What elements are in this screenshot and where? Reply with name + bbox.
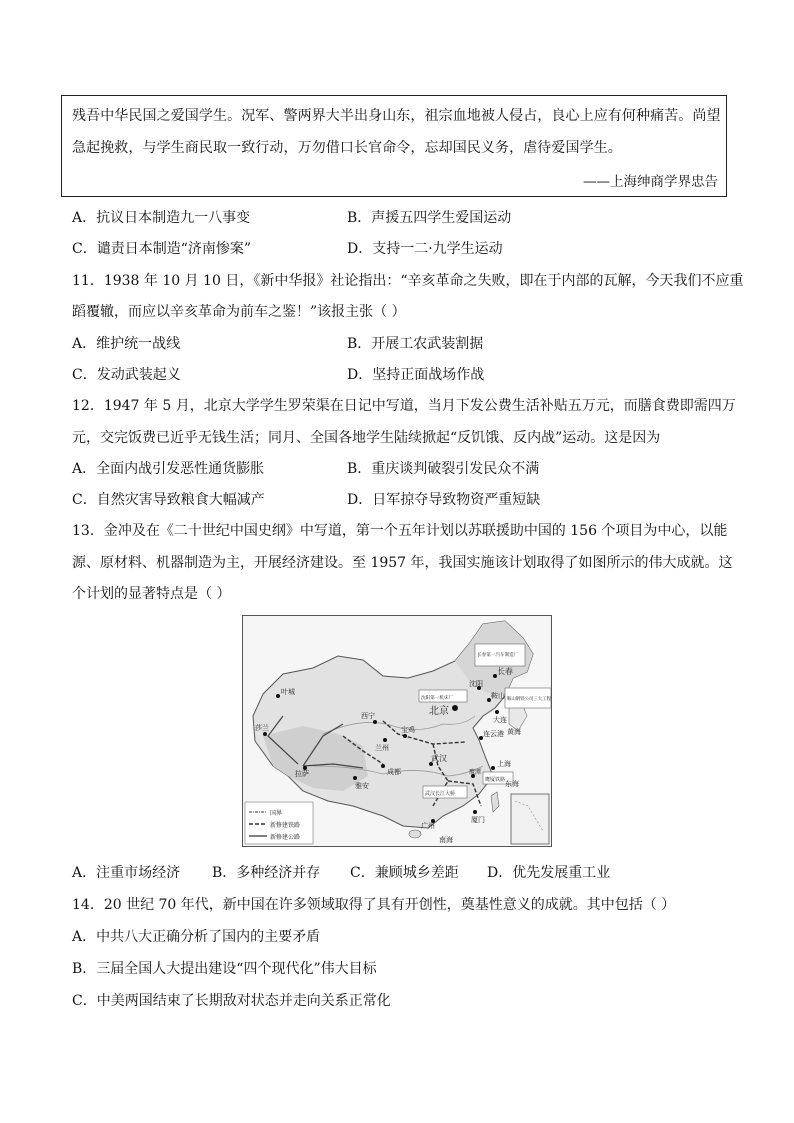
q11-stem-line-1: 11．1938 年 10 月 10 日，《新中华报》社论指出：“辛亥革命之失败，即在于内部的瓦解，今天我们不应重 xyxy=(72,273,744,289)
label-yaan: 雅安 xyxy=(355,782,369,790)
q11-stem-line-2: 蹈覆辙，而应以辛亥革命为前车之鉴！”该报主张（ ） xyxy=(72,304,406,320)
quote-line-2: 急起挽救，与学生商民取一致行动，万勿借口长官命令，忘却国民义务，虐待爱国学生。 xyxy=(72,140,622,156)
label-beijing: 北京 xyxy=(429,706,449,717)
legend-railway: 新修建铁路 xyxy=(270,822,301,829)
label-xiamen: 厦门 xyxy=(471,816,485,824)
label-huanghai: 黄海 xyxy=(507,728,521,736)
q14-option-b[interactable]: B．三届全国人大提出建设“四个现代化”伟大目标 xyxy=(72,961,377,977)
label-lanzhou: 兰州 xyxy=(375,744,389,752)
q10-option-b[interactable]: B．声援五四学生爱国运动 xyxy=(347,210,512,226)
q13-option-b[interactable]: B．多种经济并存 xyxy=(212,865,321,881)
q11-option-d[interactable]: D．坚持正面战场作战 xyxy=(347,367,485,383)
callout-faw: 长春第一汽车制造厂 xyxy=(477,653,519,658)
q11-option-a[interactable]: A．维护统一战线 xyxy=(72,336,181,352)
map-svg xyxy=(243,616,551,846)
label-yecheng: 叶城 xyxy=(281,688,295,696)
callout-yingxia-railway: 鹰厦铁路 xyxy=(485,777,506,783)
q10-option-a[interactable]: A．抗议日本制造九一八事变 xyxy=(72,210,251,226)
label-yingtan: 鹰潭 xyxy=(469,769,482,776)
label-chengdu: 成都 xyxy=(387,768,401,776)
label-shanghai: 上海 xyxy=(497,760,511,768)
q10-option-d[interactable]: D．支持一二·九学生运动 xyxy=(347,241,503,257)
q11-option-c[interactable]: C．发动武装起义 xyxy=(72,367,181,383)
quote-line-1: 残吾中华民国之爱国学生。况军、警两界大半出身山东，祖宗血地被人侵占，良心上应有何种痛苦。尚望 xyxy=(72,108,721,124)
label-lasa: 拉萨 xyxy=(295,770,309,778)
label-guangzhou: 广州 xyxy=(421,822,435,830)
label-anshan: 鞍山 xyxy=(491,692,505,700)
q12-stem-line-2: 元，交完饭费已近乎无钱生活；同月、全国各地学生陆续掀起“反饥饿、反内战”运动。这是因为 xyxy=(72,430,661,446)
label-lianyungang: 连云港 xyxy=(483,730,504,738)
quote-box xyxy=(61,95,727,197)
q13-option-d[interactable]: D．优先发展重工业 xyxy=(487,865,611,881)
q12-option-b[interactable]: B．重庆谈判破裂引发民众不满 xyxy=(347,461,540,477)
q12-option-d[interactable]: D．日军掠夺导致物资严重短缺 xyxy=(347,492,541,508)
callout-shenyang-machine: 沈阳第一机床厂 xyxy=(421,696,454,701)
city-dot xyxy=(276,694,280,698)
q12-stem-line-1: 12．1947 年 5 月，北京大学学生罗荣渠在日记中写道，当月下发公费生活补贴五万元，而膳食费即需四万 xyxy=(72,398,736,414)
q12-option-c[interactable]: C．自然灾害导致粮食大幅减产 xyxy=(72,492,265,508)
q13-stem-line-1: 13．金冲及在《二十世纪中国史纲》中写道，第一个五年计划以苏联援助中国的 156 个项目为中心，以能 xyxy=(72,523,728,539)
label-shenyang: 沈阳 xyxy=(469,680,483,688)
label-shache: 莎兰 xyxy=(255,724,269,732)
q10-option-c[interactable]: C．谴责日本制造“济南惨案” xyxy=(72,241,252,257)
label-baoji: 宝鸡 xyxy=(401,726,415,734)
q13-stem-line-3: 个计划的显著特点是（ ） xyxy=(72,586,231,602)
q13-stem-line-2: 源、原材料、机器制造为主，开展经济建设。至 1957 年，我国实施该计划取得了如图所示的伟大成就。这 xyxy=(72,555,733,571)
quote-source: ——上海绅商学界忠告 xyxy=(583,174,718,190)
q12-option-a[interactable]: A．全面内战引发恶性通货膨胀 xyxy=(72,461,265,477)
q14-stem: 14．20 世纪 70 年代，新中国在许多领域取得了具有开创性，奠基性意义的成就。其中包括（ ） xyxy=(72,897,676,913)
label-wuhan: 武汉 xyxy=(431,754,447,763)
callout-wuhan-bridge: 武汉长江大桥 xyxy=(425,791,456,797)
label-donghai: 东海 xyxy=(505,780,519,788)
label-xining: 西宁 xyxy=(361,712,375,720)
q14-option-c[interactable]: C．中美两国结束了长期敌对状态并走向关系正常化 xyxy=(72,993,391,1009)
callout-anshan-steel: 鞍山钢铁公司三大工程 xyxy=(507,697,551,702)
q11-option-b[interactable]: B．开展工农武装割据 xyxy=(347,336,484,352)
five-year-plan-map xyxy=(242,615,552,847)
legend-highway: 新修建公路 xyxy=(270,834,301,841)
q13-option-a[interactable]: A．注重市场经济 xyxy=(72,865,181,881)
label-nanhai: 南海 xyxy=(439,836,453,844)
label-changchun: 长春 xyxy=(497,667,513,676)
legend-border: 国界 xyxy=(270,810,283,817)
label-dalian: 大连 xyxy=(493,716,507,724)
q13-option-c[interactable]: C．兼顾城乡差距 xyxy=(350,865,459,881)
q14-option-a[interactable]: A．中共八大正确分析了国内的主要矛盾 xyxy=(72,929,321,945)
